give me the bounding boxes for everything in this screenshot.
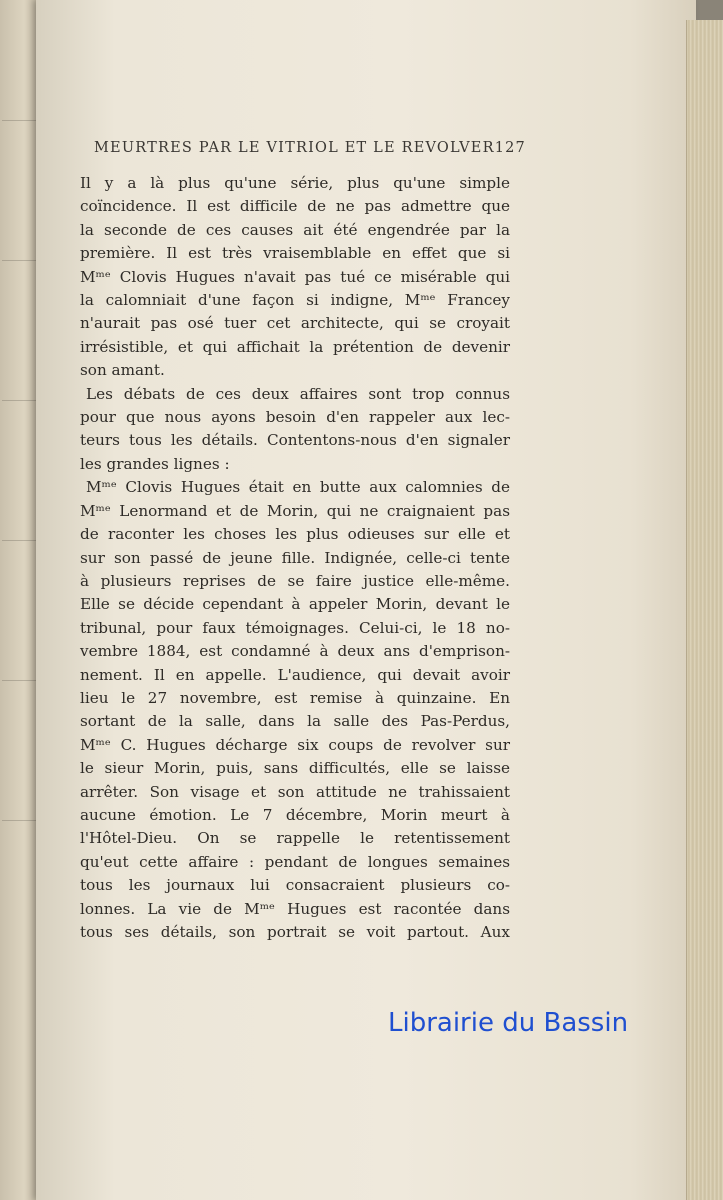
text-line: coïncidence. Il est difficile de ne pas admettre que [80,197,510,216]
text-line: Mᵐᵉ Clovis Hugues était en butte aux calomnies de [86,478,510,497]
text-line: tribunal, pour faux témoignages. Celui-ci, le 18 no- [80,618,510,637]
text-line: le sieur Morin, puis, sans difficultés, elle se laisse [80,759,510,778]
text-line: irrésistible, et qui affichait la prétention de devenir [80,337,510,356]
text-line: n'aurait pas osé tuer cet architecte, qui se croyait [80,314,510,333]
text-line: qu'eut cette affaire : pendant de longues semaines [80,852,510,871]
text-line: la seconde de ces causes ait été engendrée par la [80,220,510,239]
text-line: son amant. [80,361,165,380]
page-number: 127 [494,140,526,156]
text-line: sur son passé de jeune fille. Indignée, celle-ci tente [80,548,510,567]
text-line: Mᵐᵉ Clovis Hugues n'avait pas tué ce misérable qui [80,267,510,286]
seller-watermark: Librairie du Bassin [388,1008,629,1038]
text-line: tous les journaux lui consacraient plusieurs co- [80,876,510,895]
text-line: vembre 1884, est condamné à deux ans d'emprison- [80,642,510,661]
page-block-edges [686,20,723,1200]
text-line: teurs tous les détails. Contentons-nous d'en signaler [80,431,510,450]
text-line: Mᵐᵉ Lenormand et de Morin, qui ne craignaient pas [80,501,510,520]
text-line: la calomniait d'une façon si indigne, Mᵐᵉ Francey [80,291,510,310]
text-line: aucune émotion. Le 7 décembre, Morin meurt à [80,805,510,824]
body-text [80,172,510,944]
text-line: première. Il est très vraisemblable en effet que si [80,244,510,263]
text-line: Elle se décide cependant à appeler Morin, devant le [80,595,510,614]
text-line: l'Hôtel-Dieu. On se rappelle le retentissement [80,829,510,848]
text-line: à plusieurs reprises de se faire justice elle-même. [80,571,510,590]
text-line: nement. Il en appelle. L'audience, qui devait avoir [80,665,510,684]
text-line: de raconter les choses les plus odieuses sur elle et [80,525,510,544]
text-line: les grandes lignes : [80,454,230,473]
text-line: Les débats de ces deux affaires sont trop connus [86,384,510,403]
text-line: sortant de la salle, dans la salle des Pas-Perdus, [80,712,510,731]
text-line: Mᵐᵉ C. Hugues décharge six coups de revolver sur [80,735,510,754]
text-line: Il y a là plus qu'une série, plus qu'une simple [80,174,510,192]
text-line: tous ses détails, son portrait se voit partout. Aux [80,923,510,941]
text-line: lieu le 27 novembre, est remise à quinzaine. En [80,688,510,707]
text-line: lonnes. La vie de Mᵐᵉ Hugues est racontée dans [80,899,510,918]
running-head-title: MEURTRES PAR LE VITRIOL ET LE REVOLVER [94,140,495,156]
text-line: arrêter. Son visage et son attitude ne trahissaient [80,782,510,801]
text-line: pour que nous ayons besoin d'en rappeler aux lec- [80,408,510,427]
facing-page-edge [0,0,40,1200]
running-head [94,140,526,156]
